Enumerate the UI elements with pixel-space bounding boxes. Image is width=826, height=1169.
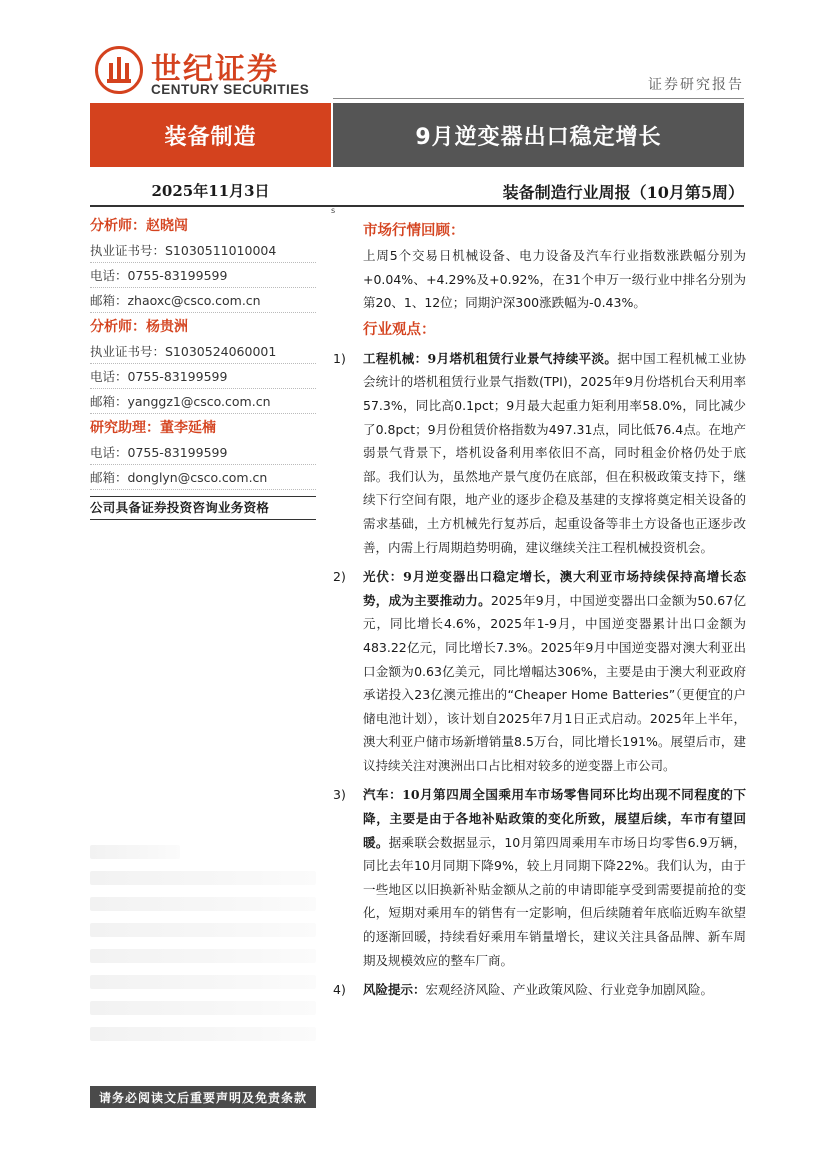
analyst-1-role: 分析师：赵晓闯: [90, 218, 188, 234]
view-item-4: [333, 978, 746, 1002]
report-type-label: 证券研究报告: [648, 77, 744, 93]
view-item-number: 1): [333, 350, 346, 366]
analyst-2-cert: 执业证书号：S1030524060001: [90, 339, 316, 364]
view-item-lead: 光伏：9月逆变器出口稳定增长，澳大利亚市场持续保持高增长态势，成为主要推动力。: [363, 569, 746, 608]
view-item-number: 4): [333, 982, 346, 998]
market-review-text: 上周5个交易日机械设备、电力设备及汽车行业指数涨跌幅分别为+0.04%、+4.29%及+0.92%，在31个申万一级行业中排名分别为第20、1、12位；同期沪深300涨跌幅为-0.43%。: [363, 248, 746, 311]
tiny-mark: s: [331, 206, 336, 215]
analyst-sidebar: [90, 212, 316, 520]
qualification-statement: 公司具备证券投资咨询业务资格: [90, 496, 316, 520]
view-item-1: [333, 347, 746, 559]
view-item-number: 2): [333, 569, 346, 585]
analyst-1-cert: 执业证书号：S1030511010004: [90, 238, 316, 263]
analyst-1-phone: 电话：0755-83199599: [90, 263, 316, 288]
view-item-text: 据乘联会数据显示，10月第四周乘用车市场日均零售6.9万辆，同比去年10月同期下降9%，较上月同期下降22%。我们认为，由于一些地区以旧换新补贴金额从之前的申请即能享受到需要提前抢的变化，短期对乘用车的销售有一定影响，但后续随着年底临近购车欲望的逐渐回暖，持续看好乘用车销量增长，建议关注具备品牌、新车周期及规模效应的整车厂商。: [363, 834, 746, 968]
view-item-text: 宏观经济风险、产业政策风险、行业竞争加剧风险。: [425, 982, 714, 998]
view-item-lead: 风险提示：: [363, 982, 426, 998]
analyst-2-phone: 电话：0755-83199599: [90, 364, 316, 389]
view-item-text: 据中国工程机械工业协会统计的塔机租赁行业景气指数(TPI)，2025年9月份塔机台天利用率57.3%，同比高0.1pct；9月最大起重力矩利用率58.0%，同比减少了0.8pct；9月份租赁价格指数为497.31点，同比低76.4点。在地产弱景气背景下，塔机设备利用率依旧不高，同时租金价格仍处于底部。我们认为，虽然地产景气度仍在底部，但在积极政策支持下，继续下行空间有限，地产业的逐步企稳及基建的支撑将奠定相关设备的需求基础，土方机械先行复苏后，起重设备等非土方设备也正逐步改善，内需上行周期趋势明确，建议继续关注工程机械投资机会。: [363, 350, 746, 555]
subheader-divider: [90, 205, 744, 207]
market-review-title: 市场行情回顾：: [363, 222, 465, 239]
view-item-lead: 工程机械：9月塔机租赁行业景气持续平淡。: [363, 350, 618, 366]
assistant-email[interactable]: 邮箱：donglyn@csco.com.cn: [90, 465, 316, 490]
company-logo: [95, 44, 315, 100]
view-item-2: [333, 565, 746, 777]
assistant-role: 研究助理：董李延楠: [90, 420, 216, 436]
headline-band: 9月逆变器出口稳定增长: [333, 103, 744, 167]
assistant-phone: 电话：0755-83199599: [90, 440, 316, 465]
report-name: 装备制造行业周报（10月第5周）: [502, 183, 744, 202]
disclaimer-bar: 请务必阅读文后重要声明及免责条款: [90, 1086, 316, 1108]
faded-placeholder-block: [90, 845, 316, 1075]
logo-emblem-icon: [95, 46, 143, 94]
view-item-lead: 汽车：10月第四周全国乘用车市场零售同环比均出现不同程度的下降，主要是由于各地补贴政策的变化所致，展望后续，车市有望回暖。: [363, 787, 746, 850]
header-divider: [333, 98, 744, 99]
logo-english-name: CENTURY SECURITIES: [151, 82, 310, 97]
logo-chinese-name: 世纪证券: [151, 52, 279, 87]
view-item-text: 2025年9月，中国逆变器出口金额为50.67亿元，同比增长4.6%，2025年1-9月，中国逆变器累计出口金额为483.22亿元，同比增长7.3%。2025年9月中国逆变器对澳大利亚出口金额为0.63亿美元，同比增幅达306%，主要是由于澳大利亚政府承诺投入23亿澳元推出的“Cheaper Home Batteries”（更便宜的户储电池计划），该计划自2025年7月1日正式启动。2025年上半年，澳大利亚户储市场新增销量8.5万台，同比增长191%。展望后市，建议持续关注对澳洲出口占比相对较多的逆变器上市公司。: [363, 592, 746, 773]
industry-views-title: 行业观点：: [363, 320, 436, 338]
sector-band: 装备制造: [90, 103, 331, 167]
main-content: [333, 218, 746, 1002]
analyst-1-email[interactable]: 邮箱：zhaoxc@csco.com.cn: [90, 288, 316, 313]
analyst-2-email[interactable]: 邮箱：yanggz1@csco.com.cn: [90, 389, 316, 414]
report-date: 2025年11月3日: [151, 182, 270, 200]
analyst-2-role: 分析师：杨贵洲: [90, 319, 188, 335]
view-item-number: 3): [333, 787, 346, 803]
view-item-3: [333, 783, 746, 972]
